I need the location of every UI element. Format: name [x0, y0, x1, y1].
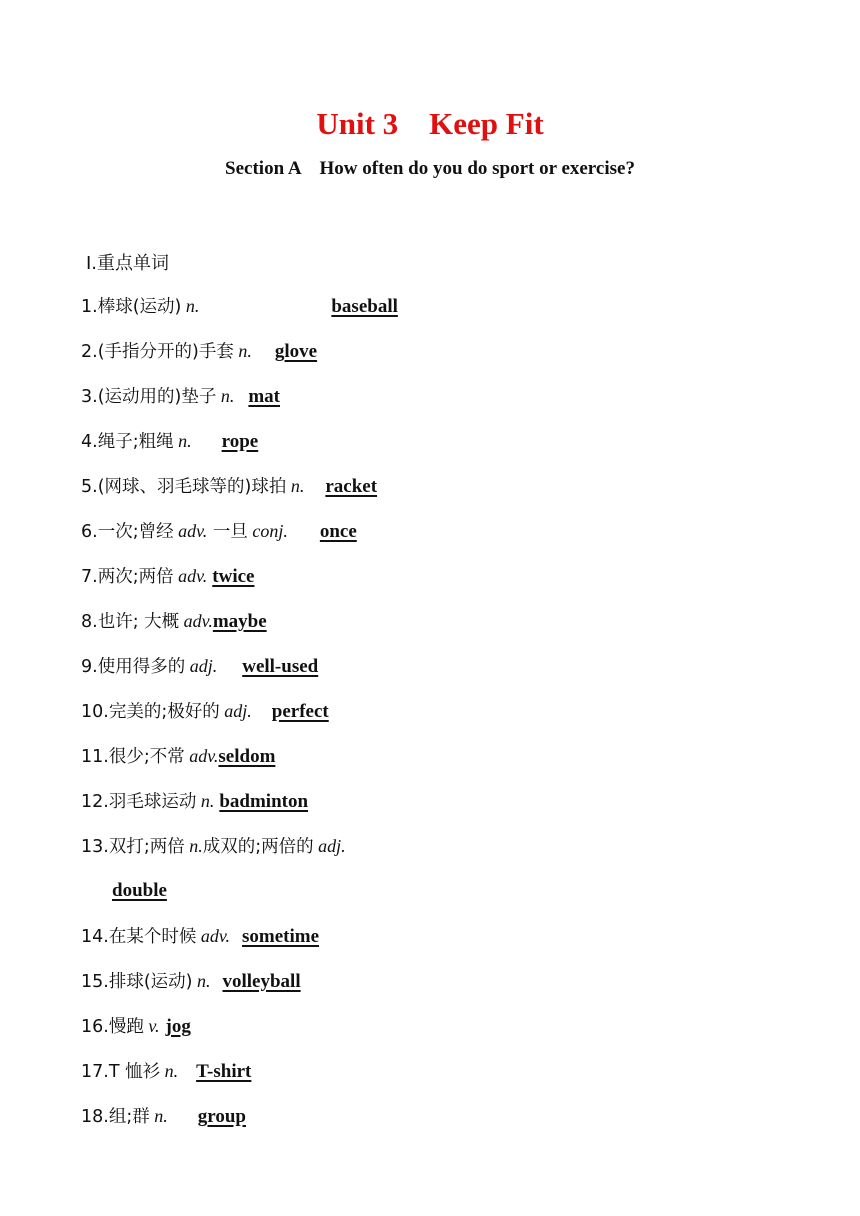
item-pos: adv.	[196, 926, 230, 946]
vocab-item	[81, 1057, 801, 1102]
item-answer: seldom	[218, 746, 276, 767]
vocab-item	[81, 472, 801, 517]
item-number: 18.	[81, 1107, 109, 1127]
vocab-item	[81, 1012, 801, 1057]
item-pos: adv.	[173, 566, 208, 586]
item-answer: badminton	[219, 791, 309, 812]
item-pos: adv.	[184, 746, 219, 766]
item-answer: maybe	[212, 611, 267, 632]
item-pos: adj.	[219, 701, 252, 721]
item-pos: n.	[196, 791, 215, 811]
item-number: 4.	[81, 432, 98, 452]
item-number: 2.	[81, 342, 98, 362]
item-chinese: 棒球(运动)	[97, 297, 182, 317]
item-chinese: 慢跑	[108, 1017, 144, 1037]
vocab-item-continuation	[81, 877, 801, 922]
item-answer: twice	[212, 566, 255, 587]
item-number: 16.	[81, 1017, 109, 1037]
section-subtitle: Section A How often do you do sport or exercise?	[225, 158, 635, 179]
item-pos-2: conj.	[247, 521, 288, 541]
item-answer: once	[319, 521, 357, 542]
item-answer: jog	[165, 1016, 191, 1037]
item-answer: well-used	[242, 656, 319, 677]
item-chinese: 排球(运动)	[108, 972, 193, 992]
item-answer: mat	[248, 386, 281, 407]
item-answer: T-shirt	[196, 1061, 252, 1082]
item-chinese: 也许; 大概	[97, 612, 180, 632]
item-pos: n.	[192, 971, 211, 991]
item-answer: perfect	[271, 701, 329, 722]
vocab-item	[81, 967, 801, 1012]
item-chinese: 一次;曾经	[97, 522, 174, 542]
item-chinese-2: 一旦	[207, 522, 248, 542]
vocab-item	[81, 607, 801, 652]
item-number: 12.	[81, 792, 109, 812]
item-number: 5.	[81, 477, 98, 497]
vocab-list	[81, 292, 801, 1147]
item-pos: n.	[216, 386, 235, 406]
item-chinese: 完美的;极好的	[108, 702, 220, 722]
item-chinese: 绳子;粗绳	[97, 432, 174, 452]
item-chinese: (手指分开的)手套	[97, 342, 234, 362]
item-number: 11.	[81, 747, 109, 767]
item-chinese: T 恤衫	[108, 1062, 161, 1082]
item-answer: double	[112, 880, 167, 901]
item-chinese: 双打;两倍	[108, 837, 185, 857]
vocab-item	[81, 382, 801, 427]
item-pos: n.	[184, 836, 203, 856]
item-chinese: 在某个时候	[108, 927, 197, 947]
item-number: 13.	[81, 837, 109, 857]
section-heading: Ⅰ.重点单词	[86, 253, 170, 274]
item-number: 3.	[81, 387, 98, 407]
item-answer: sometime	[242, 926, 320, 947]
vocab-item	[81, 292, 801, 337]
vocab-item	[81, 652, 801, 697]
item-pos: n.	[286, 476, 305, 496]
item-pos: n.	[233, 341, 252, 361]
item-pos: adj.	[185, 656, 218, 676]
vocab-item	[81, 832, 801, 877]
item-number: 6.	[81, 522, 98, 542]
item-chinese: 很少;不常	[108, 747, 185, 767]
item-chinese: (网球、羽毛球等的)球拍	[97, 477, 287, 497]
vocab-item	[81, 742, 801, 787]
item-number: 15.	[81, 972, 109, 992]
item-number: 9.	[81, 657, 98, 677]
item-pos: n.	[173, 431, 192, 451]
unit-title: Unit 3 Keep Fit	[316, 106, 544, 141]
vocab-item	[81, 562, 801, 607]
item-number: 7.	[81, 567, 98, 587]
vocab-item	[81, 337, 801, 382]
item-number: 17.	[81, 1062, 109, 1082]
item-chinese: 两次;两倍	[97, 567, 174, 587]
item-answer: glove	[274, 341, 318, 362]
item-number: 14.	[81, 927, 109, 947]
item-chinese: (运动用的)垫子	[97, 387, 217, 407]
item-answer: racket	[325, 476, 378, 497]
item-number: 1.	[81, 297, 98, 317]
item-number: 10.	[81, 702, 109, 722]
vocab-item	[81, 1102, 801, 1147]
item-pos: n.	[149, 1106, 168, 1126]
item-answer: volleyball	[222, 971, 301, 992]
item-pos: v.	[143, 1016, 160, 1036]
vocab-item	[81, 427, 801, 472]
item-pos: adv.	[173, 521, 208, 541]
item-number: 8.	[81, 612, 98, 632]
item-chinese: 组;群	[108, 1107, 150, 1127]
item-pos: n.	[160, 1061, 179, 1081]
item-pos-2: adj.	[313, 836, 346, 856]
vocab-item	[81, 697, 801, 742]
item-answer: rope	[221, 431, 259, 452]
item-answer: baseball	[331, 296, 398, 317]
item-answer: group	[197, 1106, 246, 1127]
item-chinese-2: 成双的;两倍的	[202, 837, 314, 857]
item-pos: n.	[181, 296, 200, 316]
vocab-item	[81, 517, 801, 562]
vocab-item	[81, 922, 801, 967]
vocab-item	[81, 787, 801, 832]
item-chinese: 羽毛球运动	[108, 792, 197, 812]
item-chinese: 使用得多的	[97, 657, 186, 677]
item-pos: adv.	[179, 611, 213, 631]
